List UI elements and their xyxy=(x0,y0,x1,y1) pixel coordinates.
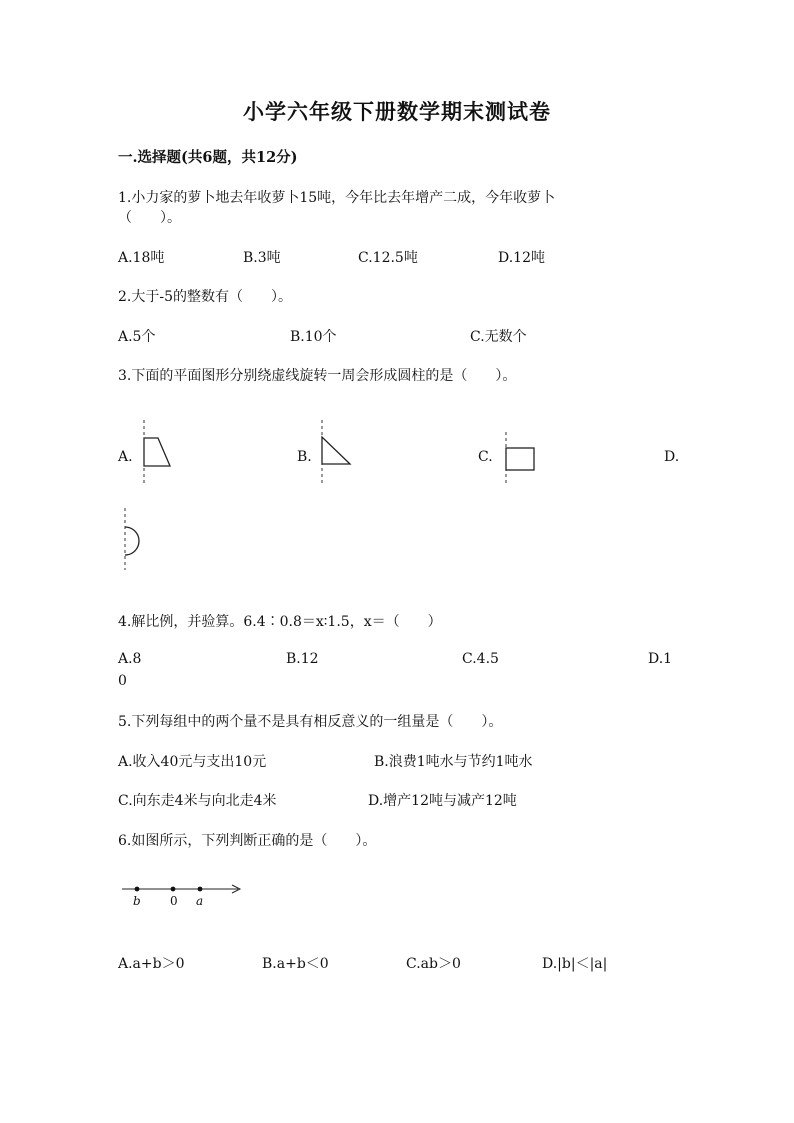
question-5-option-a: A.收入40元与支出10元 xyxy=(118,754,267,770)
question-3-option-c: C. xyxy=(478,449,493,465)
question-5-stem: 5.下列每组中的两个量不是具有相反意义的一组量是（ ）。 xyxy=(118,714,503,730)
question-1-stem-line1: 1.小力家的萝卜地去年收萝卜15吨，今年比去年增产二成，今年收萝卜 xyxy=(118,190,556,206)
question-6-option-d: D.|b|＜|a| xyxy=(542,956,608,972)
section-heading: 一.选择题(共6题，共12分) xyxy=(118,149,298,166)
question-2-option-c: C.无数个 xyxy=(470,329,527,345)
question-2-option-a: A.5个 xyxy=(118,329,156,345)
question-3-option-d: D. xyxy=(664,449,680,465)
question-5-option-c: C.向东走4米与向北走4米 xyxy=(118,793,277,809)
point-b xyxy=(135,887,140,892)
trapezoid-figure-a xyxy=(138,420,178,484)
question-1-option-a: A.18吨 xyxy=(118,250,165,266)
question-6-option-a: A.a+b＞0 xyxy=(118,956,185,972)
question-4-option-c: C.4.5 xyxy=(462,651,499,667)
point-zero xyxy=(171,887,176,892)
question-4-option-d-wrap: 0 xyxy=(118,673,127,689)
question-6-option-b: B.a+b＜0 xyxy=(262,956,329,972)
number-line-label-b: b xyxy=(133,894,141,908)
question-2-option-b: B.10个 xyxy=(290,329,337,345)
rectangle-figure-c xyxy=(500,432,540,484)
question-6-option-c: C.ab＞0 xyxy=(406,956,461,972)
question-3-option-b: B. xyxy=(297,449,312,465)
question-1-option-c: C.12.5吨 xyxy=(358,250,418,266)
page-title: 小学六年级下册数学期末测试卷 xyxy=(243,99,551,124)
semicircle-figure-d xyxy=(118,508,152,570)
question-5-option-b: B.浪费1吨水与节约1吨水 xyxy=(374,754,533,770)
question-3-option-a: A. xyxy=(118,449,133,465)
question-4-stem: 4.解比例，并验算。6.4∶0.8＝x∶1.5，x＝（ ） xyxy=(118,614,442,630)
question-6-stem: 6.如图所示，下列判断正确的是（ ）。 xyxy=(118,833,377,849)
question-1-option-d: D.12吨 xyxy=(498,250,545,266)
question-5-option-d: D.增产12吨与减产12吨 xyxy=(368,793,517,809)
question-4-option-b: B.12 xyxy=(286,651,319,667)
question-1-stem-line2: （ ）。 xyxy=(118,210,181,226)
question-3-stem: 3.下面的平面图形分别绕虚线旋转一周会形成圆柱的是（ ）。 xyxy=(118,368,517,384)
question-2-stem: 2.大于-5的整数有（ ）。 xyxy=(118,289,292,305)
number-line-label-a: a xyxy=(196,894,204,908)
point-a xyxy=(198,887,203,892)
question-1-option-b: B.3吨 xyxy=(243,250,281,266)
question-4-option-d: D.1 xyxy=(648,651,673,667)
triangle-figure-b xyxy=(316,420,356,486)
number-line-label-zero: 0 xyxy=(170,894,178,908)
question-4-option-a: A.8 xyxy=(118,651,142,667)
